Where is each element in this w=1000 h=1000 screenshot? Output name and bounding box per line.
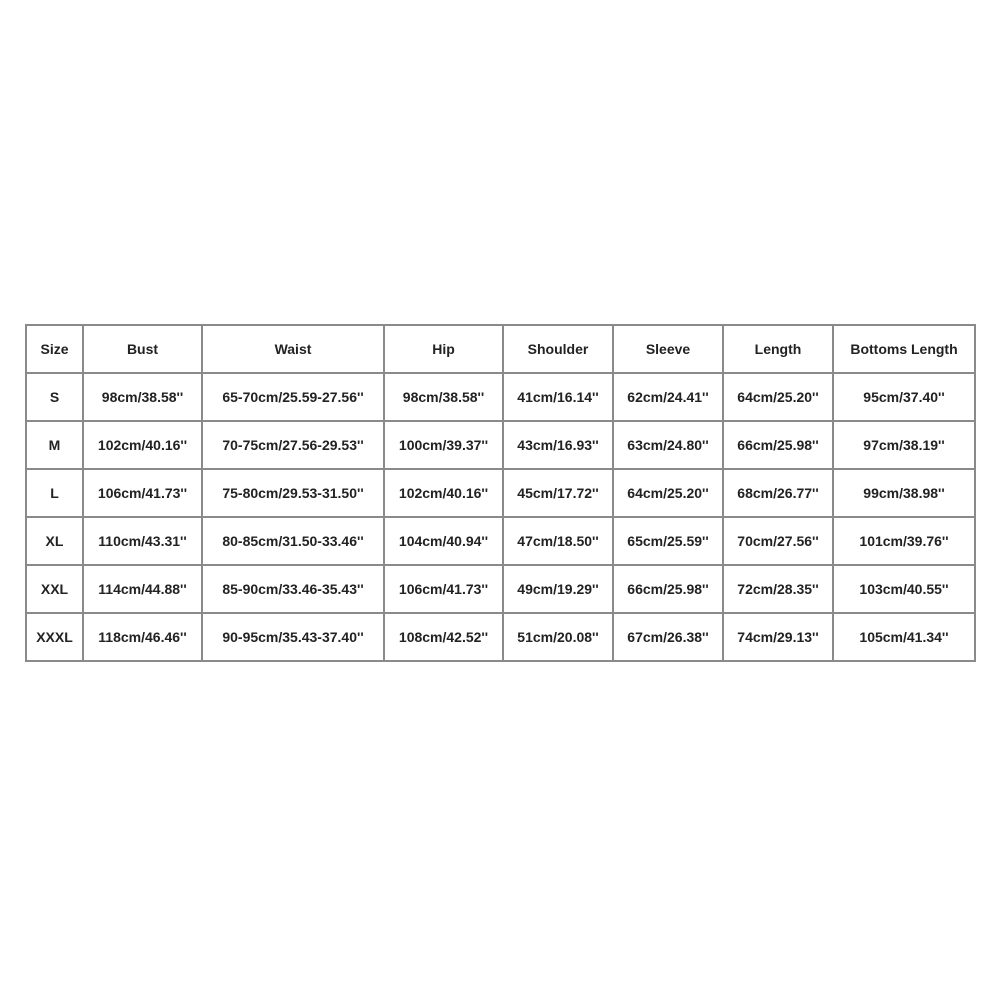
cell-length: 72cm/28.35'' (723, 565, 833, 613)
cell-size: XL (26, 517, 83, 565)
header-shoulder: Shoulder (503, 325, 613, 373)
header-waist: Waist (202, 325, 384, 373)
table-row (26, 469, 975, 517)
cell-waist: 70-75cm/27.56-29.53'' (202, 421, 384, 469)
cell-size: L (26, 469, 83, 517)
cell-sleeve: 63cm/24.80'' (613, 421, 723, 469)
cell-size: S (26, 373, 83, 421)
cell-bottoms-length: 105cm/41.34'' (833, 613, 975, 661)
cell-hip: 104cm/40.94'' (384, 517, 503, 565)
cell-length: 68cm/26.77'' (723, 469, 833, 517)
header-bottoms-length: Bottoms Length (833, 325, 975, 373)
header-bust: Bust (83, 325, 202, 373)
cell-sleeve: 64cm/25.20'' (613, 469, 723, 517)
cell-size: XXXL (26, 613, 83, 661)
cell-bust: 110cm/43.31'' (83, 517, 202, 565)
cell-shoulder: 45cm/17.72'' (503, 469, 613, 517)
cell-bottoms-length: 99cm/38.98'' (833, 469, 975, 517)
cell-size: XXL (26, 565, 83, 613)
cell-bottoms-length: 97cm/38.19'' (833, 421, 975, 469)
cell-waist: 65-70cm/25.59-27.56'' (202, 373, 384, 421)
cell-length: 74cm/29.13'' (723, 613, 833, 661)
table-row (26, 517, 975, 565)
cell-bottoms-length: 101cm/39.76'' (833, 517, 975, 565)
cell-waist: 75-80cm/29.53-31.50'' (202, 469, 384, 517)
cell-hip: 100cm/39.37'' (384, 421, 503, 469)
cell-hip: 98cm/38.58'' (384, 373, 503, 421)
size-chart-table (25, 324, 976, 662)
header-length: Length (723, 325, 833, 373)
cell-bust: 102cm/40.16'' (83, 421, 202, 469)
header-sleeve: Sleeve (613, 325, 723, 373)
cell-length: 66cm/25.98'' (723, 421, 833, 469)
cell-bust: 114cm/44.88'' (83, 565, 202, 613)
cell-shoulder: 47cm/18.50'' (503, 517, 613, 565)
cell-hip: 106cm/41.73'' (384, 565, 503, 613)
cell-waist: 90-95cm/35.43-37.40'' (202, 613, 384, 661)
table-row (26, 565, 975, 613)
cell-length: 64cm/25.20'' (723, 373, 833, 421)
cell-sleeve: 66cm/25.98'' (613, 565, 723, 613)
cell-bust: 98cm/38.58'' (83, 373, 202, 421)
cell-bottoms-length: 95cm/37.40'' (833, 373, 975, 421)
cell-sleeve: 67cm/26.38'' (613, 613, 723, 661)
cell-shoulder: 41cm/16.14'' (503, 373, 613, 421)
cell-waist: 85-90cm/33.46-35.43'' (202, 565, 384, 613)
cell-bust: 106cm/41.73'' (83, 469, 202, 517)
header-row (26, 325, 975, 373)
cell-hip: 102cm/40.16'' (384, 469, 503, 517)
cell-hip: 108cm/42.52'' (384, 613, 503, 661)
cell-waist: 80-85cm/31.50-33.46'' (202, 517, 384, 565)
cell-bottoms-length: 103cm/40.55'' (833, 565, 975, 613)
table-row (26, 373, 975, 421)
cell-length: 70cm/27.56'' (723, 517, 833, 565)
table-row (26, 613, 975, 661)
cell-sleeve: 62cm/24.41'' (613, 373, 723, 421)
cell-sleeve: 65cm/25.59'' (613, 517, 723, 565)
cell-shoulder: 49cm/19.29'' (503, 565, 613, 613)
header-hip: Hip (384, 325, 503, 373)
cell-shoulder: 51cm/20.08'' (503, 613, 613, 661)
table-row (26, 421, 975, 469)
cell-size: M (26, 421, 83, 469)
header-size: Size (26, 325, 83, 373)
cell-bust: 118cm/46.46'' (83, 613, 202, 661)
cell-shoulder: 43cm/16.93'' (503, 421, 613, 469)
